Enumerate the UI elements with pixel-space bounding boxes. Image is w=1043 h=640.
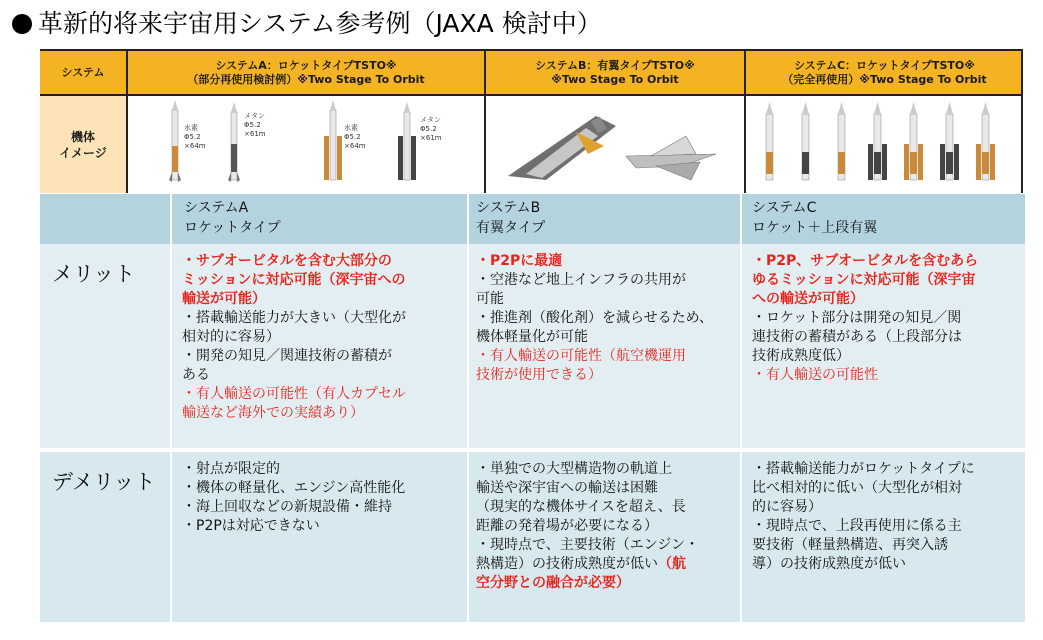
column-header-line: ロケット＋上段有翼 (752, 220, 878, 236)
cell-text: ・搭載輸送能力がロケットタイプに (752, 461, 975, 477)
rocket-spec-text: 水素 (184, 124, 198, 132)
system-c-title: システムC：ロケットタイプTSTO※ (794, 58, 975, 72)
cell-text-line (476, 366, 713, 385)
system-label: システム (61, 65, 105, 79)
column-header-line: ロケットタイプ (184, 220, 281, 236)
cell-text: 空分野との融合が必要） (476, 575, 630, 591)
image-label-line2: イメージ (59, 145, 107, 160)
cell-text: ・現時点で、上段再使用に係る主 (752, 518, 962, 534)
rocket-spec-text: ×64m (184, 142, 206, 150)
page-title-text: 革新的将来宇宙用システム参考例（JAXA 検討中） (38, 9, 602, 38)
cell-text-line (476, 460, 699, 479)
cell-text: 距離の発着場が必要になる） (476, 518, 658, 534)
cell-text-line (752, 479, 975, 498)
column-header-system-b (476, 198, 545, 238)
cell-text-line (182, 328, 406, 347)
rocket-spec-text: メタン (244, 112, 265, 120)
system-a-title: システムA：ロケットタイプTSTO※ (215, 58, 397, 72)
cell-text: ・サブオービタルを含む大部分の (182, 253, 392, 269)
cell-text: ・ロケット部分は開発の知見／関 (752, 310, 962, 326)
column-divider (467, 194, 469, 622)
system-a-subtitle: （部分再使用検討例）※Two Stage To Orbit (187, 72, 425, 86)
cell-text: 連技術の蓄積がある（上段部分は (752, 329, 962, 345)
header-system-c (746, 49, 1023, 96)
column-divider (744, 49, 746, 193)
demerit-system-a (182, 460, 405, 536)
cell-text-line (182, 252, 406, 271)
rocket-icon (976, 102, 995, 180)
rocket-icon (802, 102, 809, 180)
rocket-a-illustration (128, 96, 484, 193)
cell-text: 要技術（軽量熱構造、再突入誘 (752, 537, 948, 553)
rocket-c-illustration (746, 96, 1023, 193)
system-image-table (40, 49, 1023, 193)
cell-text: ・有人輸送の可能性 (752, 367, 878, 383)
cell-text-line (476, 271, 713, 290)
cell-text: 導）の技術成熟度が低い (752, 556, 906, 572)
column-header-system-c (752, 198, 877, 238)
header-system-label (40, 49, 126, 96)
cell-text: ・有人輸送の可能性（有人カプセル (182, 386, 406, 402)
cell-text-line (752, 366, 978, 385)
rocket-icon (868, 102, 887, 180)
cell-text: 技術が使用できる） (476, 367, 602, 383)
cell-text: ・開発の知見／関連技術の蓄積が (182, 348, 392, 364)
cell-text: ミッションに対応可能（深宇宙への (182, 272, 406, 288)
cell-text-line (752, 271, 978, 290)
merit-system-a (182, 252, 406, 423)
cell-text-line (182, 517, 405, 536)
cell-text-line (476, 328, 713, 347)
cell-text-line (476, 574, 699, 593)
cell-text-line (752, 460, 975, 479)
cell-text: ・機体の軽量化、エンジン高性能化 (182, 480, 406, 496)
rocket-cluster-icon (324, 100, 342, 180)
rocket-spec-text: Φ5.2 (344, 133, 361, 141)
cell-text-line (476, 536, 699, 555)
cell-text: （航 (658, 556, 686, 572)
column-header-line: システムB (476, 200, 541, 216)
cell-text-line (182, 385, 406, 404)
rocket-spec-text: ×61m (244, 130, 266, 138)
cell-text: 輸送など海外での実績あり） (182, 405, 364, 421)
system-a-image (128, 96, 484, 193)
cell-text-line (752, 555, 975, 574)
page-title (12, 6, 602, 42)
cell-text-line (476, 517, 699, 536)
cell-text: 比べ相対的に低い（大型化が相対 (752, 480, 962, 496)
rocket-icon (766, 102, 773, 180)
cell-text-line (182, 271, 406, 290)
winged-orbiter-icon (626, 136, 716, 180)
cell-text-line (182, 479, 405, 498)
column-header-line: システムC (752, 200, 817, 216)
cell-text-line (752, 252, 978, 271)
cell-text: ・有人輸送の可能性（航空機運用 (476, 348, 686, 364)
cell-text-line (476, 309, 713, 328)
cell-text-line (752, 347, 978, 366)
cell-text-line (182, 309, 406, 328)
cell-text-line (182, 460, 405, 479)
cell-text-line (752, 517, 975, 536)
system-b-subtitle: ※Two Stage To Orbit (551, 72, 679, 86)
cell-text-line (476, 498, 699, 517)
cell-text: ・搭載輸送能力が大きい（大型化が (182, 310, 406, 326)
cell-text: ・P2Pに最適 (476, 253, 563, 269)
cell-text-line (752, 536, 975, 555)
cell-text: ・P2Pは対応できない (182, 518, 320, 534)
column-header-line: 有翼タイプ (476, 220, 546, 236)
rocket-spec-text: Φ5.2 (184, 133, 201, 141)
cell-text: ・現時点で、主要技術（エンジン・ (476, 537, 700, 553)
cell-text: 相対的に容易） (182, 329, 280, 345)
column-divider (126, 49, 128, 193)
rocket-icon (838, 102, 845, 180)
merit-system-c (752, 252, 978, 385)
column-divider (740, 194, 742, 622)
cell-text-line (476, 479, 699, 498)
system-c-image (746, 96, 1023, 193)
image-label-line1: 機体 (70, 129, 95, 144)
bullet-dot-icon (12, 14, 32, 34)
cell-text: への輸送が可能） (752, 291, 864, 307)
rocket-spec-text: ×61m (420, 134, 442, 142)
cell-text: ・空港など地上インフラの共用が (476, 272, 686, 288)
cell-text: （現実的な機体サイスを超え、長 (476, 499, 686, 515)
column-header-system-a (184, 198, 281, 238)
cell-text-line (182, 290, 406, 309)
rocket-icon (940, 102, 959, 180)
cell-text-line (476, 347, 713, 366)
cell-text: ・P2P、サブオービタルを含むあら (752, 253, 979, 269)
cell-text-line (182, 366, 406, 385)
rocket-icon (904, 102, 923, 180)
cell-text: 輸送が可能） (182, 291, 266, 307)
demerit-system-b (476, 460, 699, 593)
winged-spaceplane-icon (508, 116, 616, 180)
cell-text: 可能 (476, 291, 504, 307)
cell-text-line (476, 252, 713, 271)
demerit-system-c (752, 460, 975, 574)
cell-text-line (476, 555, 699, 574)
cell-text-line (182, 404, 406, 423)
cell-text-line (476, 290, 713, 309)
merit-system-b (476, 252, 713, 385)
rocket-spec-text: Φ5.2 (244, 121, 261, 129)
cell-text-line (182, 347, 406, 366)
column-divider (484, 49, 486, 193)
rocket-spec-text: Φ5.2 (420, 125, 437, 133)
cell-text-line (752, 498, 975, 517)
cell-text: ・単独での大型構造物の軌道上 (476, 461, 672, 477)
cell-text-line (182, 498, 405, 517)
cell-text: 技術成熟度低） (752, 348, 850, 364)
column-header-line: システムA (184, 200, 249, 216)
rocket-cluster-icon (398, 102, 416, 180)
winged-vehicle-illustration (486, 96, 744, 193)
cell-text: 的に容易） (752, 499, 822, 515)
system-c-subtitle: （完全再使用）※Two Stage To Orbit (782, 72, 987, 86)
rocket-icon (228, 102, 240, 182)
header-system-a (128, 49, 484, 96)
column-divider (1021, 49, 1023, 193)
cell-text-line (752, 290, 978, 309)
cell-text: 機体軽量化が可能 (476, 329, 588, 345)
cell-text: ゆるミッションに対応可能（深宇宙 (752, 272, 976, 288)
cell-text: ・射点が限定的 (182, 461, 280, 477)
cell-text: 輸送や深宇宙への輸送は困難 (476, 480, 658, 496)
image-row-label (40, 96, 126, 193)
cell-text: ある (182, 367, 210, 383)
rocket-spec-text: メタン (420, 116, 441, 124)
merit-label: メリット (52, 262, 136, 286)
demerit-label: デメリット (52, 470, 156, 494)
system-b-image (486, 96, 744, 193)
cell-text-line (752, 328, 978, 347)
rocket-spec-text: 水素 (344, 124, 358, 132)
column-divider (170, 194, 172, 622)
cell-text-line (752, 309, 978, 328)
comparison-matrix (40, 194, 1025, 622)
rocket-icon (169, 100, 181, 182)
cell-text: ・海上回収などの新規設備・維持 (182, 499, 392, 515)
cell-text: ・推進剤（酸化剤）を減らせるため、 (476, 310, 714, 326)
rocket-spec-text: ×64m (344, 142, 366, 150)
header-system-b (486, 49, 744, 96)
cell-text: 熱構造）の技術成熟度が低い (476, 556, 658, 572)
system-b-title: システムB：有翼タイプTSTO※ (535, 58, 695, 72)
